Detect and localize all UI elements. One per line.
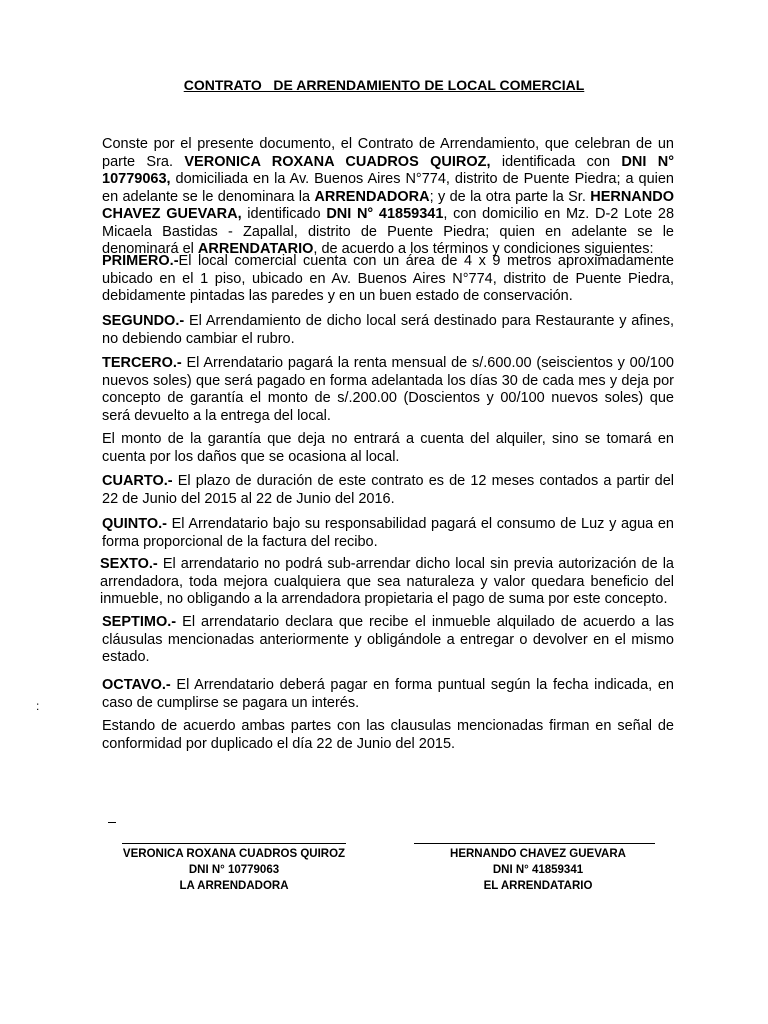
clause-quinto: [102, 516, 674, 551]
clause-tercero-heading: TERCERO.-: [102, 355, 182, 371]
intro-text-run: Conste por el presente documento, el Contrato de Arrendamiento, que celebran de un parte Sra.: [102, 136, 674, 170]
intro-text-run: , de acuerdo a los términos y condiciones siguientes:: [313, 241, 654, 257]
intro-text-run: identificado: [241, 206, 327, 222]
intro-bold-run: ARRENDADORA: [314, 188, 430, 205]
intro-bold-run: DNI N° 10779063,: [102, 153, 675, 187]
intro-text-run: ; y de la otra parte la Sr.: [429, 188, 591, 205]
clause-octavo-text: El Arrendatario deberá pagar en forma puntual según la fecha indicada, en caso de cumplirse se pagara un interés.: [102, 677, 674, 711]
garantia-paragraph: El monto de la garantía que deja no entrará a cuenta del alquiler, sino se tomará en cuenta por los daños que se ocasiona al local.: [102, 431, 674, 465]
arrendadora-dni: DNI N° 10779063: [188, 864, 280, 876]
clause-cuarto-heading: CUARTO.-: [102, 473, 173, 489]
document-title: CONTRATO DE ARRENDAMIENTO DE LOCAL COMERCIAL: [183, 77, 585, 93]
clause-cuarto: [102, 473, 674, 508]
clause-primero-heading: PRIMERO.-: [102, 253, 179, 269]
intro-bold-run: VERONICA ROXANA CUADROS QUIROZ,: [184, 153, 491, 170]
intro-bold-run: HERNANDO CHAVEZ GUEVARA,: [102, 188, 674, 222]
signature-line-left: [122, 843, 346, 844]
clause-octavo: [102, 677, 674, 712]
intro-text-run: , con domicilio en Mz. D-2 Lote 28 Micaela Bastidas - Zapallal, distrito de Puente Piedra; quien en adelante se le denominará el: [102, 206, 675, 257]
arrendadora-role: LA ARRENDADORA: [179, 880, 289, 892]
intro-paragraph: [102, 136, 674, 259]
arrendadora-name: VERONICA ROXANA CUADROS QUIROZ: [122, 848, 346, 860]
clause-sexto-heading: SEXTO.-: [100, 556, 158, 572]
clause-sexto-text: El arrendatario no podrá sub-arrendar dicho local sin previa autorización de la arrendadora, toda mejora cualquiera que sea naturaleza y valor quedara beneficio del inmueble, no obligando a la arrendadora propietaria el pago de suma por este concepto.: [100, 556, 674, 607]
clause-cuarto-text: El plazo de duración de este contrato es de 12 meses contados a partir del 22 de Junio del 2015 al 22 de Junio del 2016.: [102, 473, 674, 507]
clause-septimo: [102, 614, 674, 667]
arrendatario-role: EL ARRENDATARIO: [483, 880, 593, 892]
arrendatario-dni: DNI N° 41859341: [492, 864, 584, 876]
arrendatario-name: HERNANDO CHAVEZ GUEVARA: [450, 848, 626, 860]
clause-primero-text: El local comercial cuenta con un área de 4 x 9 metros aproximadamente ubicado en el 1 piso, ubicado en Av. Buenos Aires N°774, distrito de Puente Piedra, debidamente pintadas las paredes y en un buen estado de conservación.: [102, 253, 674, 304]
closing-paragraph: Estando de acuerdo ambas partes con las clausulas mencionadas firman en señal de conformidad por duplicado el día 22 de Junio del 2015.: [102, 718, 674, 752]
signature-line-right: [414, 843, 655, 844]
clause-septimo-text: El arrendatario declara que recibe el inmueble alquilado de acuerdo a las cláusulas mencionadas anteriormente y obligándole a entregar o devolver en el mismo estado.: [102, 614, 674, 665]
intro-text-run: domiciliada en la Av. Buenos Aires N°774, distrito de Puente Piedra; a quien en adelante se le denominara la: [102, 171, 674, 205]
clause-sexto: [100, 556, 674, 609]
signature-block-right: [408, 846, 668, 894]
clause-segundo-text: El Arrendamiento de dicho local será destinado para Restaurante y afines, no debiendo cambiar el rubro.: [102, 313, 674, 347]
clause-tercero: [102, 355, 674, 425]
intro-text-run: identificada con: [490, 153, 622, 170]
clause-tercero-text: El Arrendatario pagará la renta mensual de s/.600.00 (seiscientos y 00/100 nuevos soles) que será pagado en forma adelantada los días 30 de cada mes y deja por concepto de garantía el monto de s/.200.00 (Doscientos y 00/100 nuevos soles) que será devuelto a la entrega del local.: [102, 355, 674, 424]
clause-segundo-heading: SEGUNDO.-: [102, 313, 185, 329]
clause-primero: [102, 253, 674, 306]
intro-bold-run: ARRENDATARIO: [197, 241, 314, 257]
clause-quinto-heading: QUINTO.-: [102, 516, 167, 532]
clause-octavo-heading: OCTAVO.-: [102, 677, 171, 693]
clause-segundo: [102, 313, 674, 348]
intro-bold-run: DNI N° 41859341: [326, 206, 444, 222]
signature-dash: [108, 822, 116, 823]
signature-block-left: [104, 846, 364, 894]
stray-mark: :: [36, 699, 40, 713]
clause-septimo-heading: SEPTIMO.-: [102, 614, 177, 630]
clause-quinto-text: El Arrendatario bajo su responsabilidad pagará el consumo de Luz y agua en forma proporcional de la factura del recibo.: [102, 516, 674, 550]
